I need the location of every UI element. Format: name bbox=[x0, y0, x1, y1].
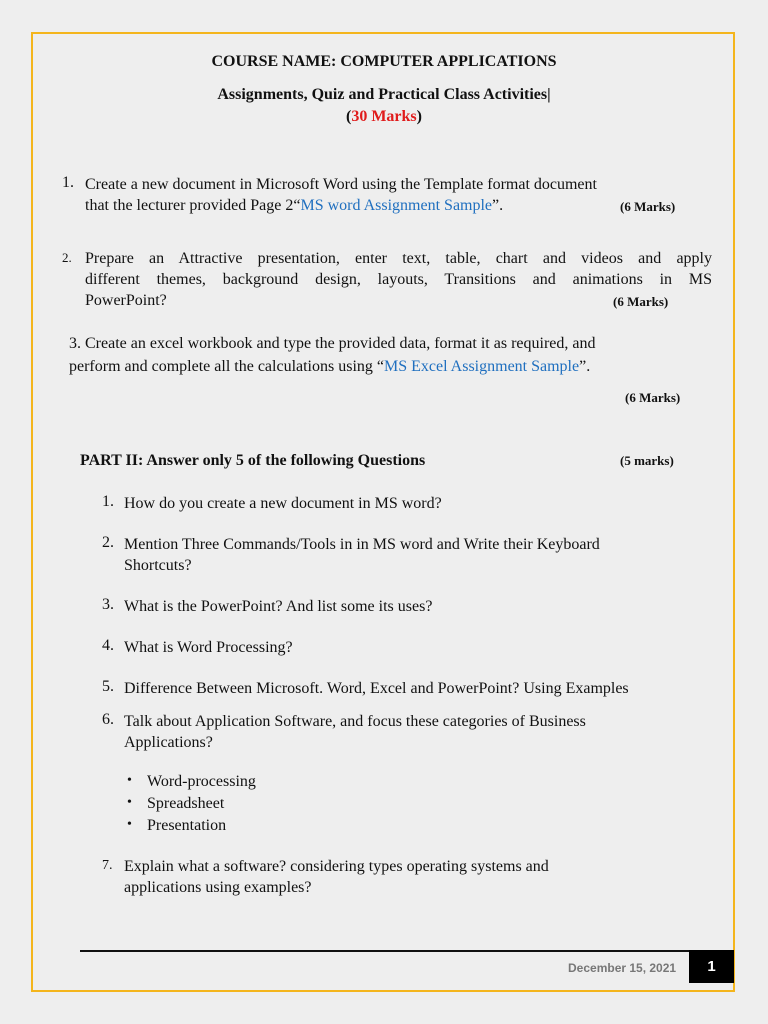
course-title: COURSE NAME: COMPUTER APPLICATIONS bbox=[211, 53, 557, 70]
question-6: Talk about Application Software, and focus these categories of Business Applications? bbox=[124, 713, 586, 751]
item-number: 2. bbox=[62, 250, 72, 265]
bullet-icon: • bbox=[127, 773, 132, 788]
bullet-icon: • bbox=[127, 817, 132, 832]
footer-rule bbox=[80, 950, 690, 952]
question-number: 7. bbox=[102, 858, 113, 873]
question-2: Mention Three Commands/Tools in in MS word and Write their Keyboard Shortcuts? bbox=[124, 536, 600, 574]
question-5: Difference Between Microsoft. Word, Excel and PowerPoint? Using Examples bbox=[124, 680, 629, 697]
bullet-item: Spreadsheet bbox=[147, 795, 225, 812]
item-3-marks: (6 Marks) bbox=[625, 390, 681, 405]
item-1-text: Create a new document in Microsoft Word using the Template format document that the lecturer provided Page 2“MS word Assignment Sample”. bbox=[85, 176, 597, 214]
footer-date: December 15, 2021 bbox=[568, 961, 677, 975]
assignment-subtitle: Assignments, Quiz and Practical Class Activities| bbox=[217, 86, 551, 103]
bullet-item: Presentation bbox=[147, 817, 227, 834]
question-number: 4. bbox=[102, 637, 114, 654]
page-number: 1 bbox=[689, 950, 734, 983]
item-2-text: Prepare an Attractive presentation, enter text, table, chart and videos and apply different themes, background design, layouts, Transitions and animations in MS PowerPoint? bbox=[85, 250, 712, 309]
total-marks: (30 Marks) bbox=[346, 108, 422, 125]
item-3-text: 3. Create an excel workbook and type the provided data, format it as required, and perform and complete all the calculations using “MS Excel Assignment Sample”. bbox=[69, 335, 596, 375]
question-3: What is the PowerPoint? And list some its uses? bbox=[124, 598, 433, 615]
question-1: How do you create a new document in MS word? bbox=[124, 495, 442, 512]
part2-marks: (5 marks) bbox=[620, 453, 674, 468]
bullet-icon: • bbox=[127, 795, 132, 810]
item-2-marks: (6 Marks) bbox=[613, 294, 669, 309]
part2-heading: PART II: Answer only 5 of the following Questions bbox=[80, 452, 426, 469]
question-number: 2. bbox=[102, 534, 114, 551]
question-7: Explain what a software? considering types operating systems and applications using examples? bbox=[124, 858, 549, 896]
item-1-marks: (6 Marks) bbox=[620, 199, 676, 214]
question-number: 6. bbox=[102, 711, 114, 728]
question-number: 5. bbox=[102, 678, 114, 695]
bullet-item: Word-processing bbox=[147, 773, 256, 790]
question-number: 3. bbox=[102, 596, 114, 613]
ms-excel-sample-link[interactable]: MS Excel Assignment Sample bbox=[384, 358, 580, 375]
item-number: 1. bbox=[62, 174, 74, 191]
ms-word-sample-link[interactable]: MS word Assignment Sample bbox=[300, 197, 493, 214]
question-number: 1. bbox=[102, 493, 114, 510]
question-4: What is Word Processing? bbox=[124, 639, 293, 656]
